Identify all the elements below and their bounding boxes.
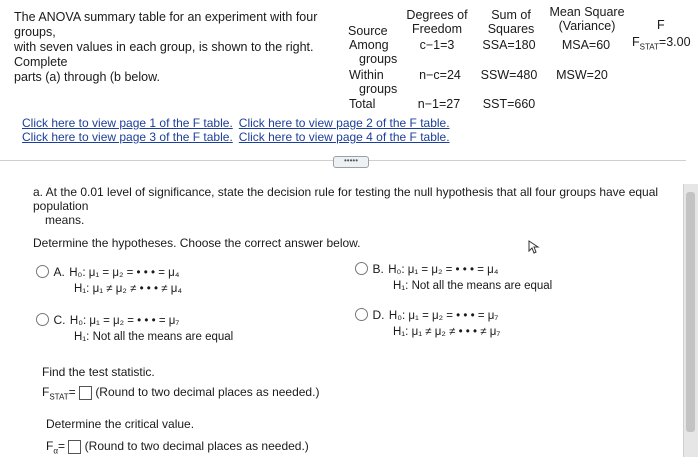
intro-line-1: The ANOVA summary table for an experiment with four groups,	[14, 10, 318, 39]
f-table-links	[22, 116, 456, 144]
row-total-label: Total	[349, 97, 376, 111]
fcrit-sub: α	[53, 446, 58, 456]
option-c[interactable]	[36, 311, 233, 343]
f-table-page-3-link[interactable]: Click here to view page 3 of the F table.	[22, 130, 233, 144]
fcrit-row: $F_\alpha=$ (Round to two decimal places as needed.)	[46, 439, 309, 456]
among-ms: MSA=60	[561, 38, 611, 52]
option-d-h1: H₁: μ₁ ≠ μ₂ ≠ • • • ≠ μ₇	[393, 326, 501, 338]
f-table-page-1-link[interactable]: Click here to view page 1 of the F table.	[22, 116, 233, 130]
option-d-h0: H₀: μ₁ = μ₂ = • • • = μ₇	[388, 310, 499, 322]
header-ms: Mean Square (Variance)	[549, 5, 625, 33]
option-a-h1: H₁: μ₁ ≠ μ₂ ≠ • • • ≠ μ₄	[74, 283, 183, 295]
cursor-icon	[528, 240, 540, 259]
within-ss: SSW=480	[480, 68, 538, 82]
row-among-label: Among groups	[349, 38, 398, 66]
total-ss: SST=660	[482, 97, 536, 111]
among-ss: SSA=180	[482, 38, 536, 52]
among-df: c−1=3	[419, 38, 455, 52]
total-df: n−1=27	[417, 97, 461, 111]
option-b-radio[interactable]	[355, 262, 368, 275]
hypotheses-prompt: Determine the hypotheses. Choose the correct answer below.	[33, 236, 361, 250]
option-d-radio[interactable]	[355, 308, 368, 321]
fstat-hint: (Round to two decimal places as needed.)	[95, 385, 320, 399]
option-b[interactable]	[355, 260, 552, 292]
option-c-h1: H₁: Not all the means are equal	[74, 331, 234, 343]
option-c-h0: H₀: μ₁ = μ₂ = • • • = μ₇	[69, 315, 180, 327]
critical-value-prompt: Determine the critical value.	[46, 417, 195, 431]
header-source: Source	[348, 24, 388, 38]
option-d-letter: D.	[372, 308, 385, 322]
find-test-statistic: Find the test statistic.	[42, 365, 155, 379]
fcrit-label: F	[46, 439, 54, 453]
intro-line-2: with seven values in each group, is shown to the right. Complete	[14, 40, 314, 69]
within-ms: MSW=20	[556, 68, 608, 82]
fstat-input[interactable]	[79, 386, 92, 400]
row-within-label: Within groups	[349, 68, 398, 96]
option-b-letter: B.	[372, 262, 384, 276]
header-df: Degrees of Freedom	[406, 8, 468, 36]
within-df: n−c=24	[419, 68, 461, 82]
expand-button[interactable]: •••••	[333, 156, 369, 168]
option-a-letter: A.	[53, 265, 65, 279]
anova-table	[0, 0, 700, 115]
header-ss: Sum of Squares	[487, 8, 535, 36]
f-table-page-4-link[interactable]: Click here to view page 4 of the F table.	[238, 130, 450, 144]
option-b-h0: H₀: μ₁ = μ₂ = • • • = μ₄	[388, 264, 499, 276]
option-d[interactable]	[355, 306, 500, 338]
among-f: $F_{STAT}=3.00$	[632, 35, 691, 52]
f-table-page-2-link[interactable]: Click here to view page 2 of the F table.	[238, 116, 450, 130]
fcrit-input[interactable]	[68, 440, 81, 454]
fstat-row: $F_{STAT}=$ (Round to two decimal places as needed.)	[42, 385, 320, 402]
scrollbar-thumb[interactable]	[686, 192, 695, 432]
part-a-question: a. At the 0.01 level of significance, state the decision rule for testing the null hypothesis that all four groups have equal population means.	[33, 185, 659, 227]
option-c-radio[interactable]	[36, 313, 49, 326]
header-f: F	[657, 18, 665, 32]
intro-line-3: parts (a) through (b below.	[14, 70, 160, 84]
option-a[interactable]	[36, 263, 182, 295]
fstat-sub: STAT	[49, 392, 69, 402]
fstat-label: F	[42, 385, 50, 399]
option-c-letter: C.	[53, 313, 66, 327]
option-a-h0: H₀: μ₁ = μ₂ = • • • = μ₄	[69, 267, 180, 279]
option-a-radio[interactable]	[36, 265, 49, 278]
option-b-h1: H₁: Not all the means are equal	[393, 280, 553, 292]
fcrit-hint: (Round to two decimal places as needed.)	[84, 439, 309, 453]
